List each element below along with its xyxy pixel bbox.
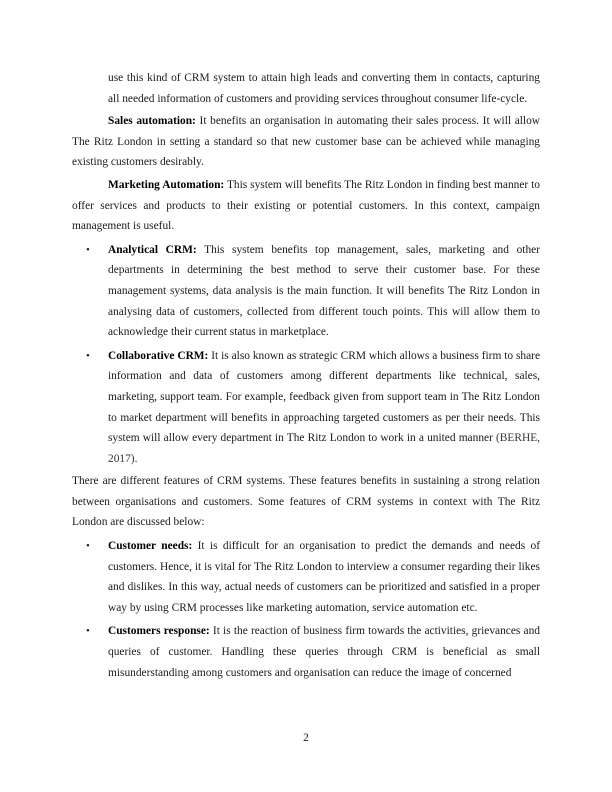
- analytical-crm-text: This system benefits top management, sales, marketing and other departments in determining the best method to serve their customer base. For these management systems, data analysis is the main function. It will benefits The Ritz London in analysing data of customers, collected from different touch points. This will allow them to acknowledge their current status in marketplace.: [108, 243, 540, 339]
- bullet-icon: •: [86, 349, 90, 362]
- collaborative-crm-text: It is also known as strategic CRM which allows a business firm to share information and data of customers among different departments like technical, sales, marketing, support team. For example, feedback given from support team in The Ritz London to market department will benefits in approaching targeted customers as per their needs. This system will allow every department in The Ritz London to work in a united manner: [108, 349, 540, 445]
- bullet-icon: •: [86, 243, 90, 256]
- citation: (BERHE, 2017): [108, 432, 540, 465]
- analytical-crm-heading: Analytical CRM:: [108, 243, 197, 256]
- features-list: [72, 536, 540, 683]
- customer-needs-heading: Customer needs:: [108, 540, 193, 553]
- list-item-customer-needs: [72, 536, 540, 618]
- list-item-customers-response: [72, 621, 540, 683]
- list-item-analytical-crm: [72, 240, 540, 343]
- marketing-automation-heading: Marketing Automation:: [108, 178, 225, 191]
- sales-automation-text: It benefits an organisation in automating their sales process. It will allow The Ritz London in setting a standard so that new customer base can be achieved while managing existing customers desirably.: [72, 115, 541, 169]
- marketing-automation-text: This system will benefits The Ritz London in finding best manner to offer services and products to their existing or potential customers. In this context, campaign management is useful.: [72, 178, 540, 233]
- features-intro-paragraph: There are different features of CRM systems. These features benefits in sustaining a strong relation between organisations and customers. Some features of CRM systems in context with The Ritz London are discussed below:: [72, 475, 540, 529]
- bullet-icon: •: [86, 540, 90, 553]
- customer-needs-text: It is difficult for an organisation to predict the demands and needs of customers. Hence, it is vital for The Ritz London to interview a consumer regarding their likes and dislikes. In this way, actual needs of customers can be prioritized and satisfied in a proper way by using CRM processes like marketing automation, service automation etc.: [108, 540, 540, 614]
- list-item-collaborative-crm: [72, 346, 540, 470]
- collaborative-crm-heading: Collaborative CRM:: [108, 349, 209, 362]
- page-body: [72, 68, 540, 683]
- marketing-automation-paragraph: [72, 175, 540, 237]
- customers-response-text: It is the reaction of business firm towards the activities, grievances and queries of customer. Handling these queries through CRM is beneficial as small misunderstanding among customers and organisation can reduce the image of concerned: [108, 625, 540, 679]
- intro-continuation: use this kind of CRM system to attain high leads and converting them in contacts, capturing all needed information of customers and providing services throughout consumer life-cycle.: [108, 72, 540, 105]
- customers-response-heading: Customers response:: [108, 625, 210, 638]
- bullet-icon: •: [86, 625, 90, 638]
- crm-types-list: [72, 240, 540, 470]
- collaborative-crm-ending: .: [134, 452, 138, 465]
- sales-automation-paragraph: [72, 111, 540, 173]
- page-number: 2: [303, 732, 309, 744]
- sales-automation-heading: Sales automation:: [108, 115, 196, 128]
